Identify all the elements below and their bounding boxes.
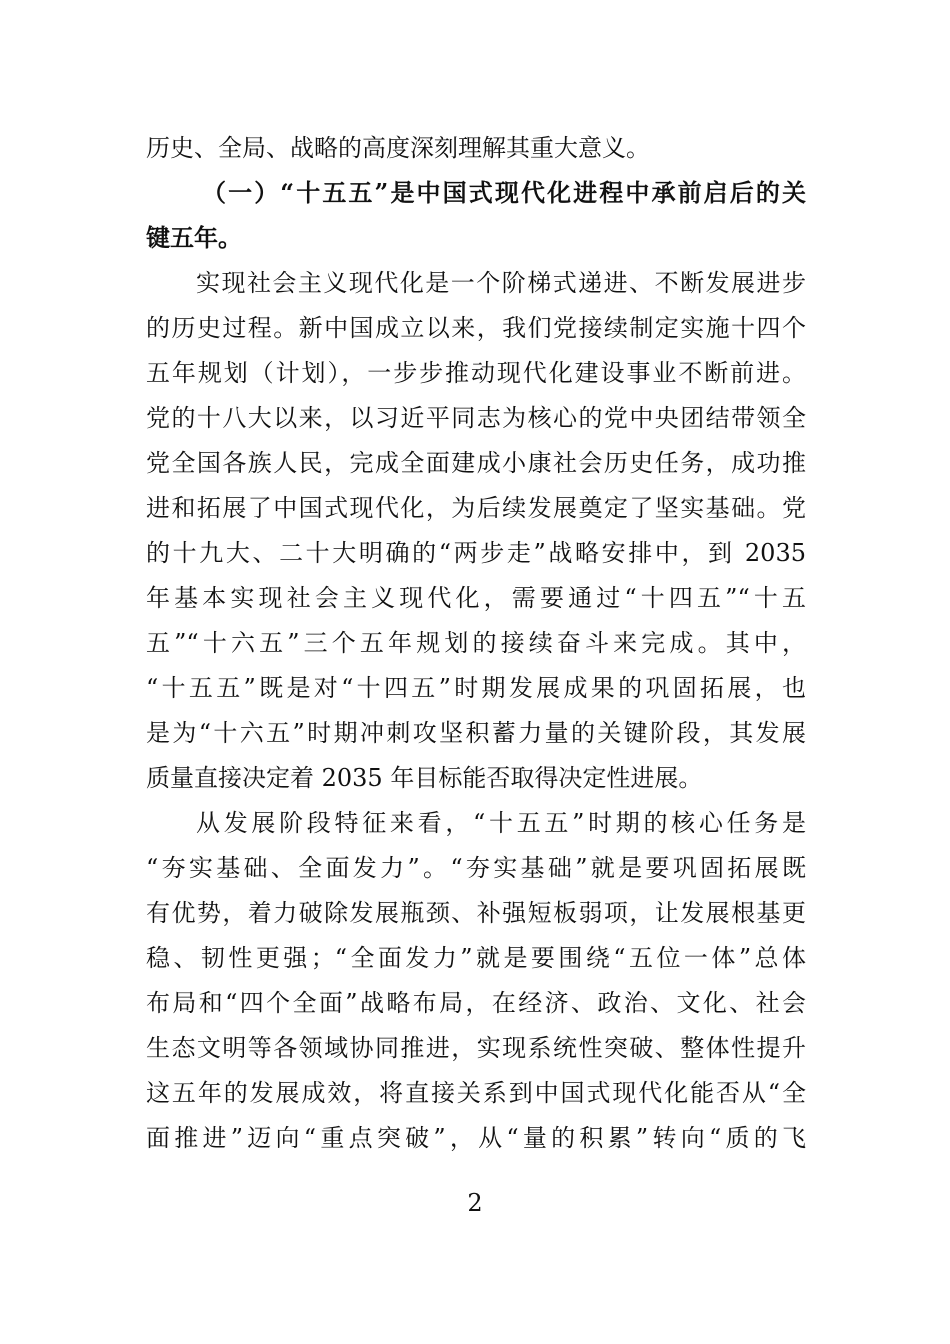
- text-line: 布局和“四个全面”战略布局，在经济、政治、文化、社会: [146, 989, 806, 1017]
- text-line: 的十九大、二十大明确的“两步走”战略安排中，到 2035: [146, 539, 806, 567]
- paragraph-first-line: 实现社会主义现代化是一个阶梯式递进、不断发展进步: [196, 269, 806, 297]
- section-heading-line: （一）“十五五”是中国式现代化进程中承前启后的关: [202, 178, 806, 207]
- text-line: 面推进”迈向“重点突破”，从“量的积累”转向“质的飞: [146, 1124, 806, 1152]
- text-line: 党的十八大以来，以习近平同志为核心的党中央团结带领全: [146, 404, 806, 432]
- paragraph-first-line: 从发展阶段特征来看，“十五五”时期的核心任务是: [196, 809, 806, 837]
- text-line: “夯实基础、全面发力”。“夯实基础”就是要巩固拓展既: [146, 854, 806, 882]
- text-line: 生态文明等各领域协同推进，实现系统性突破、整体性提升: [146, 1034, 806, 1062]
- text-line: 稳、韧性更强；“全面发力”就是要围绕“五位一体”总体: [146, 944, 806, 972]
- text-line: 党全国各族人民，完成全面建成小康社会历史任务，成功推: [146, 449, 806, 477]
- text-line: 进和拓展了中国式现代化，为后续发展奠定了坚实基础。党: [146, 494, 806, 522]
- text-line: 有优势，着力破除发展瓶颈、补强短板弱项，让发展根基更: [146, 899, 806, 927]
- text-line: 的历史过程。新中国成立以来，我们党接续制定实施十四个: [146, 314, 806, 342]
- text-line: 这五年的发展成效，将直接关系到中国式现代化能否从“全: [146, 1079, 806, 1107]
- text-line: 质量直接决定着 2035 年目标能否取得决定性进展。: [146, 764, 703, 792]
- page-number: 2: [467, 1189, 483, 1217]
- text-line: 五”“十六五”三个五年规划的接续奋斗来完成。其中，: [146, 629, 806, 657]
- text-line: “十五五”既是对“十四五”时期发展成果的巩固拓展，也: [146, 674, 806, 702]
- text-line: 是为“十六五”时期冲刺攻坚积蓄力量的关键阶段，其发展: [146, 719, 806, 747]
- text-line: 年基本实现社会主义现代化，需要通过“十四五”“十五: [146, 584, 806, 612]
- text-line: 五年规划（计划），一步步推动现代化建设事业不断前进。: [146, 359, 806, 387]
- text-line: 历史、全局、战略的高度深刻理解其重大意义。: [146, 134, 650, 162]
- section-heading-line: 键五年。: [146, 223, 242, 252]
